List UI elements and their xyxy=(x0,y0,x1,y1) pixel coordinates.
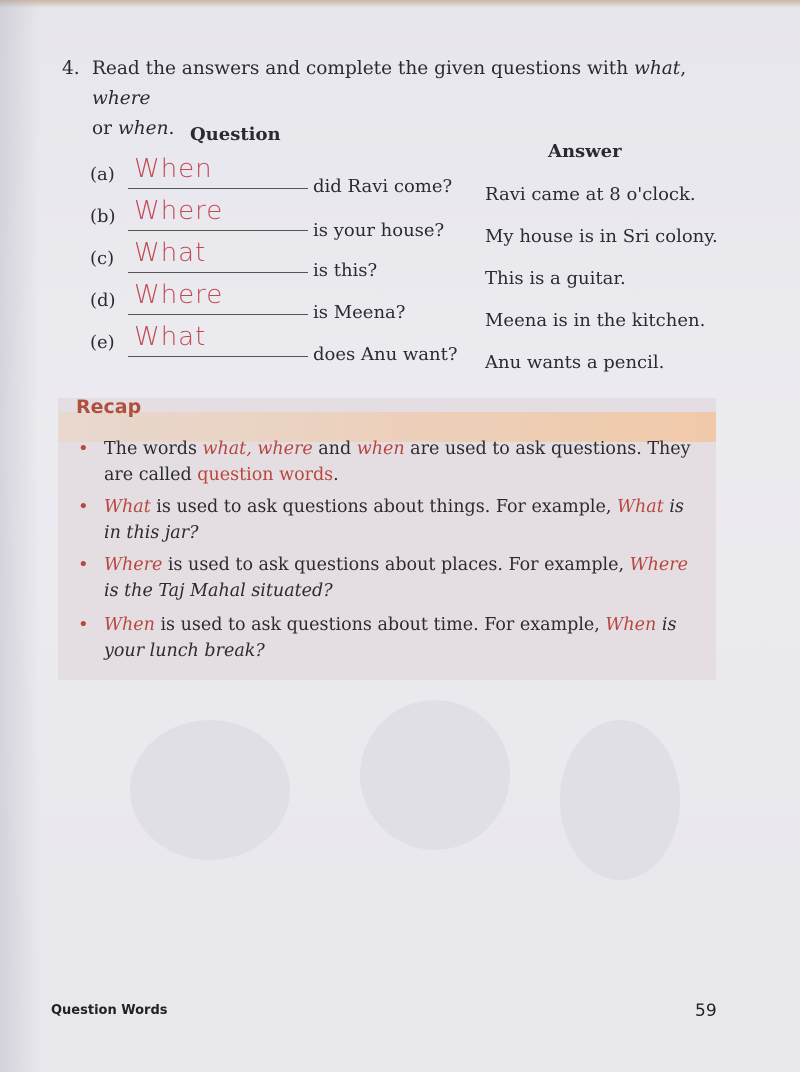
bullet-part: is used to ask questions about places. For example, xyxy=(162,555,630,575)
bullet-keyword: When xyxy=(104,615,155,635)
row-label: (c) xyxy=(90,248,115,269)
row-label: (a) xyxy=(90,164,115,185)
bullet-part: is used to ask questions about things. For example, xyxy=(150,497,618,517)
bullet-part: is used to ask questions about time. For example, xyxy=(154,615,606,635)
recap-title: Recap xyxy=(76,396,142,418)
answer-blank-line xyxy=(128,230,308,231)
bullet-part: The words xyxy=(104,439,203,459)
bullet-part: are used to ask questions. They are called xyxy=(104,439,691,485)
recap-box xyxy=(58,398,716,680)
bullet-keyword: What xyxy=(617,497,664,517)
bullet-part: is the Taj Mahal situated? xyxy=(104,581,333,601)
footer-section-title: Question Words xyxy=(51,1003,168,1018)
instruction-keyword: when xyxy=(117,118,169,139)
instruction-part: , xyxy=(680,58,687,79)
instruction-part: . xyxy=(168,118,175,139)
question-text: does Anu want? xyxy=(313,344,458,365)
bullet-keyword: Where xyxy=(629,555,688,575)
instruction-keyword: what xyxy=(634,58,681,79)
exercise-number: 4. xyxy=(62,58,80,79)
answer-blank-line xyxy=(128,188,308,189)
answer-column-header: Answer xyxy=(548,141,622,162)
page-top-edge xyxy=(0,0,800,8)
bullet-text xyxy=(104,494,694,546)
bullet-keyword: Where xyxy=(104,555,163,575)
bullet-keyword: When xyxy=(605,615,657,635)
bullet-dot: • xyxy=(78,614,89,635)
instruction-part: Read the answers and complete the given questions with xyxy=(92,58,635,79)
bullet-keyword: what, where xyxy=(202,439,313,459)
faded-illustration xyxy=(360,700,510,850)
bullet-keyword: when xyxy=(356,439,405,459)
question-text: is your house? xyxy=(313,220,445,241)
answer-text: Anu wants a pencil. xyxy=(485,352,665,373)
bullet-dot: • xyxy=(78,496,89,517)
instruction-text xyxy=(92,54,712,144)
row-label: (b) xyxy=(90,206,116,227)
answer-blank-line xyxy=(128,356,308,357)
question-text: is this? xyxy=(313,260,378,281)
row-label: (d) xyxy=(90,290,116,311)
answer-blank-line xyxy=(128,314,308,315)
answer-text: This is a guitar. xyxy=(485,268,626,289)
bullet-part: and xyxy=(312,439,357,459)
question-column-header: Question xyxy=(190,124,281,145)
handwritten-answer: What xyxy=(134,322,207,352)
bullet-keyword: question words xyxy=(197,465,334,485)
bullet-dot: • xyxy=(78,438,89,459)
handwritten-answer: Where xyxy=(134,196,224,226)
bullet-part: is your lunch break? xyxy=(104,615,677,661)
faded-illustration xyxy=(130,720,290,860)
row-label: (e) xyxy=(90,332,115,353)
answer-text: My house is in Sri colony. xyxy=(485,226,718,247)
bullet-dot: • xyxy=(78,554,89,575)
bullet-part: is in this jar? xyxy=(104,497,684,543)
question-text: is Meena? xyxy=(313,302,406,323)
answer-text: Meena is in the kitchen. xyxy=(485,310,706,331)
instruction-keyword: where xyxy=(92,88,151,109)
bullet-text xyxy=(104,436,694,488)
answer-blank-line xyxy=(128,272,308,273)
bullet-text xyxy=(104,612,694,664)
instruction-part: or xyxy=(92,118,118,139)
question-text: did Ravi come? xyxy=(313,176,453,197)
handwritten-answer: When xyxy=(134,154,213,184)
bullet-text xyxy=(104,552,694,604)
answer-text: Ravi came at 8 o'clock. xyxy=(485,184,696,205)
page-shadow xyxy=(0,0,40,1072)
bullet-part: . xyxy=(333,465,339,485)
bullet-keyword: What xyxy=(104,497,151,517)
handwritten-answer: What xyxy=(134,238,207,268)
faded-illustration xyxy=(560,720,680,880)
exercise-row xyxy=(90,322,730,373)
page-number: 59 xyxy=(695,1001,717,1021)
handwritten-answer: Where xyxy=(134,280,224,310)
